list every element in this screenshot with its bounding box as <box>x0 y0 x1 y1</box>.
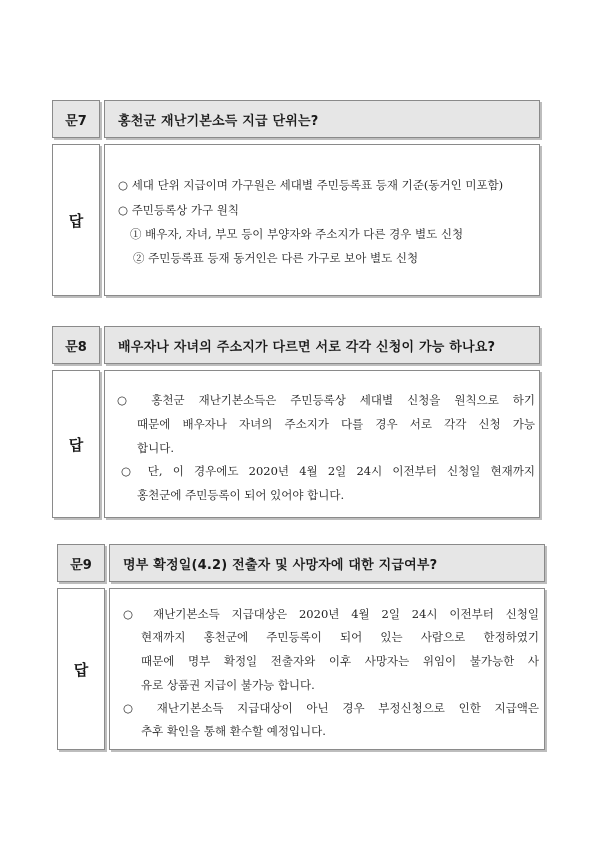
answer-line: ○ 재난기본소득 지급대상이 아닌 경우 부정신청으로 인한 지급액은 <box>123 701 539 715</box>
answer-line: ② 주민등록표 등재 동거인은 다른 가구로 보아 별도 신청 <box>133 251 419 265</box>
question-text: 명부 확정일(4.2) 전출자 및 사망자에 대한 지급여부? <box>109 544 545 582</box>
question-number: 문8 <box>52 326 100 364</box>
answer-line: 합니다. <box>137 441 174 455</box>
answer-line: 홍천군에 주민등록이 되어 있어야 합니다. <box>137 488 345 502</box>
answer-line: ① 배우자, 자녀, 부모 등이 부양자와 주소지가 다른 경우 별도 신청 <box>130 227 464 241</box>
question-text: 배우자나 자녀의 주소지가 다르면 서로 각각 신청이 가능 하나요? <box>104 326 540 364</box>
answer-line: 유로 상품권 지급이 불가능 합니다. <box>141 678 315 692</box>
answer-label: 답 <box>57 588 105 750</box>
answer-label: 답 <box>52 370 100 518</box>
answer-line: ○ 단, 이 경우에도 2020년 4월 2일 24시 이전부터 신청일 현재까지 <box>121 464 535 478</box>
answer-line: ○ 홍천군 재난기본소득은 주민등록상 세대별 신청을 원칙으로 하기 <box>117 393 535 407</box>
answer-body <box>104 370 540 518</box>
answer-body <box>104 144 540 296</box>
answer-line: 때문에 배우자나 자녀의 주소지가 다를 경우 서로 각각 신청 가능 <box>137 417 535 431</box>
answer-line: 현재까지 홍천군에 주민등록이 되어 있는 사람으로 한정하였기 <box>141 630 539 644</box>
answer-line: 때문에 명부 확정일 전출자와 이후 사망자는 위임이 불가능한 사 <box>141 654 539 668</box>
question-number: 문7 <box>52 100 100 138</box>
answer-line: ○ 주민등록상 가구 원칙 <box>118 203 239 217</box>
answer-line: ○ 세대 단위 지급이며 가구원은 세대별 주민등록표 등재 기준(동거인 미포함) <box>118 178 504 192</box>
question-text: 홍천군 재난기본소득 지급 단위는? <box>104 100 540 138</box>
answer-label: 답 <box>52 144 100 296</box>
answer-line: 추후 확인을 통해 환수할 예정입니다. <box>141 724 326 738</box>
question-number: 문9 <box>57 544 105 582</box>
answer-body <box>109 588 545 750</box>
answer-line: ○ 재난기본소득 지급대상은 2020년 4월 2일 24시 이전부터 신청일 <box>123 607 539 621</box>
